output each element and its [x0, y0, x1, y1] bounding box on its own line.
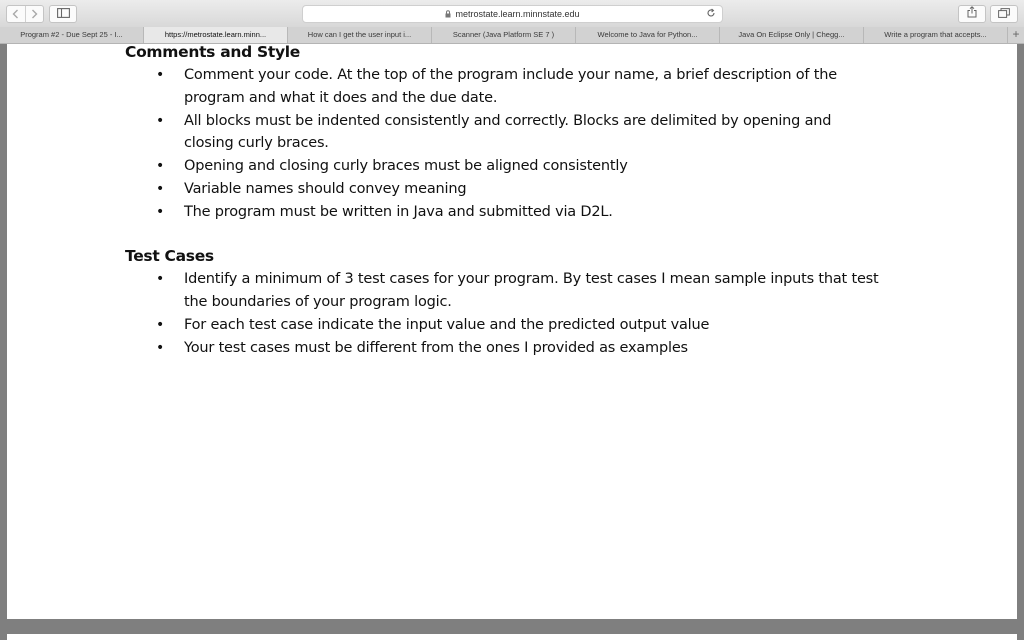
list-item-text: The program must be written in Java and submitted via D2L. — [184, 204, 613, 220]
address-bar[interactable] — [302, 5, 723, 23]
sidebar-icon — [57, 5, 70, 23]
section-heading: Comments and Style — [125, 44, 300, 61]
browser-toolbar — [0, 0, 1024, 28]
list-item-text: Identify a minimum of 3 test cases for your program. By test cases I mean sample inputs that test the boundaries of your program logic. — [184, 271, 879, 310]
list-item — [125, 155, 885, 178]
list-item — [125, 178, 885, 201]
bullet-point: • — [156, 316, 165, 333]
sidebar-button[interactable] — [49, 5, 77, 23]
tab-user-input[interactable]: How can I get the user input i... — [288, 27, 432, 43]
next-document-page — [7, 634, 1017, 640]
share-icon — [967, 5, 977, 23]
tab-chegg[interactable]: Java On Eclipse Only | Chegg... — [720, 27, 864, 43]
url-text: metrostate.learn.minnstate.edu — [455, 9, 580, 19]
reload-icon[interactable] — [706, 8, 716, 18]
list-item — [125, 201, 885, 224]
list-item — [125, 337, 885, 360]
list-item — [125, 268, 885, 313]
lock-icon — [445, 10, 451, 18]
forward-button[interactable] — [25, 6, 44, 22]
list-item-text: Variable names should convey meaning — [184, 181, 467, 197]
list-item-text: All blocks must be indented consistently and correctly. Blocks are delimited by opening and closing curly braces. — [184, 112, 832, 151]
bullet-list — [125, 268, 885, 359]
document-page — [7, 44, 1017, 619]
bullet-point: • — [156, 112, 165, 129]
chevron-right-icon — [31, 8, 38, 21]
tab-java-for-python[interactable]: Welcome to Java for Python... — [576, 27, 720, 43]
section-spacer — [125, 224, 885, 245]
list-item — [125, 110, 885, 155]
tab-strip — [0, 27, 1024, 44]
bullet-point: • — [156, 271, 165, 287]
share-button[interactable] — [958, 5, 986, 23]
show-tabs-button[interactable] — [990, 5, 1018, 23]
chevron-left-icon — [12, 8, 19, 21]
section-heading: Test Cases — [125, 247, 214, 265]
bullet-point: • — [156, 339, 165, 356]
list-item — [125, 64, 885, 109]
list-item-text: Opening and closing curly braces must be aligned consistently — [184, 158, 628, 174]
navigation-buttons — [6, 5, 44, 23]
list-item — [125, 314, 885, 337]
list-item-text: For each test case indicate the input value and the predicted output value — [184, 316, 710, 333]
back-button[interactable] — [7, 6, 25, 22]
bullet-list — [125, 64, 885, 224]
tabs-overview-icon — [998, 5, 1010, 23]
bullet-point: • — [156, 67, 165, 83]
list-item-text: Comment your code. At the top of the program include your name, a brief description of the program and what it does and the due date. — [184, 67, 837, 106]
bullet-point: • — [156, 158, 165, 174]
list-item-text: Your test cases must be different from the ones I provided as examples — [184, 339, 688, 356]
tab-write-program[interactable]: Write a program that accepts... — [864, 27, 1008, 43]
bullet-point: • — [156, 204, 165, 220]
new-tab-button[interactable]: + — [1012, 27, 1020, 41]
tab-scanner-docs[interactable]: Scanner (Java Platform SE 7 ) — [432, 27, 576, 43]
document-content — [125, 44, 885, 360]
tab-program-2[interactable]: Program #2 - Due Sept 25 - I... — [0, 27, 144, 43]
bullet-point: • — [156, 181, 165, 197]
tab-metrostate-active[interactable]: https://metrostate.learn.minn... — [144, 27, 288, 43]
